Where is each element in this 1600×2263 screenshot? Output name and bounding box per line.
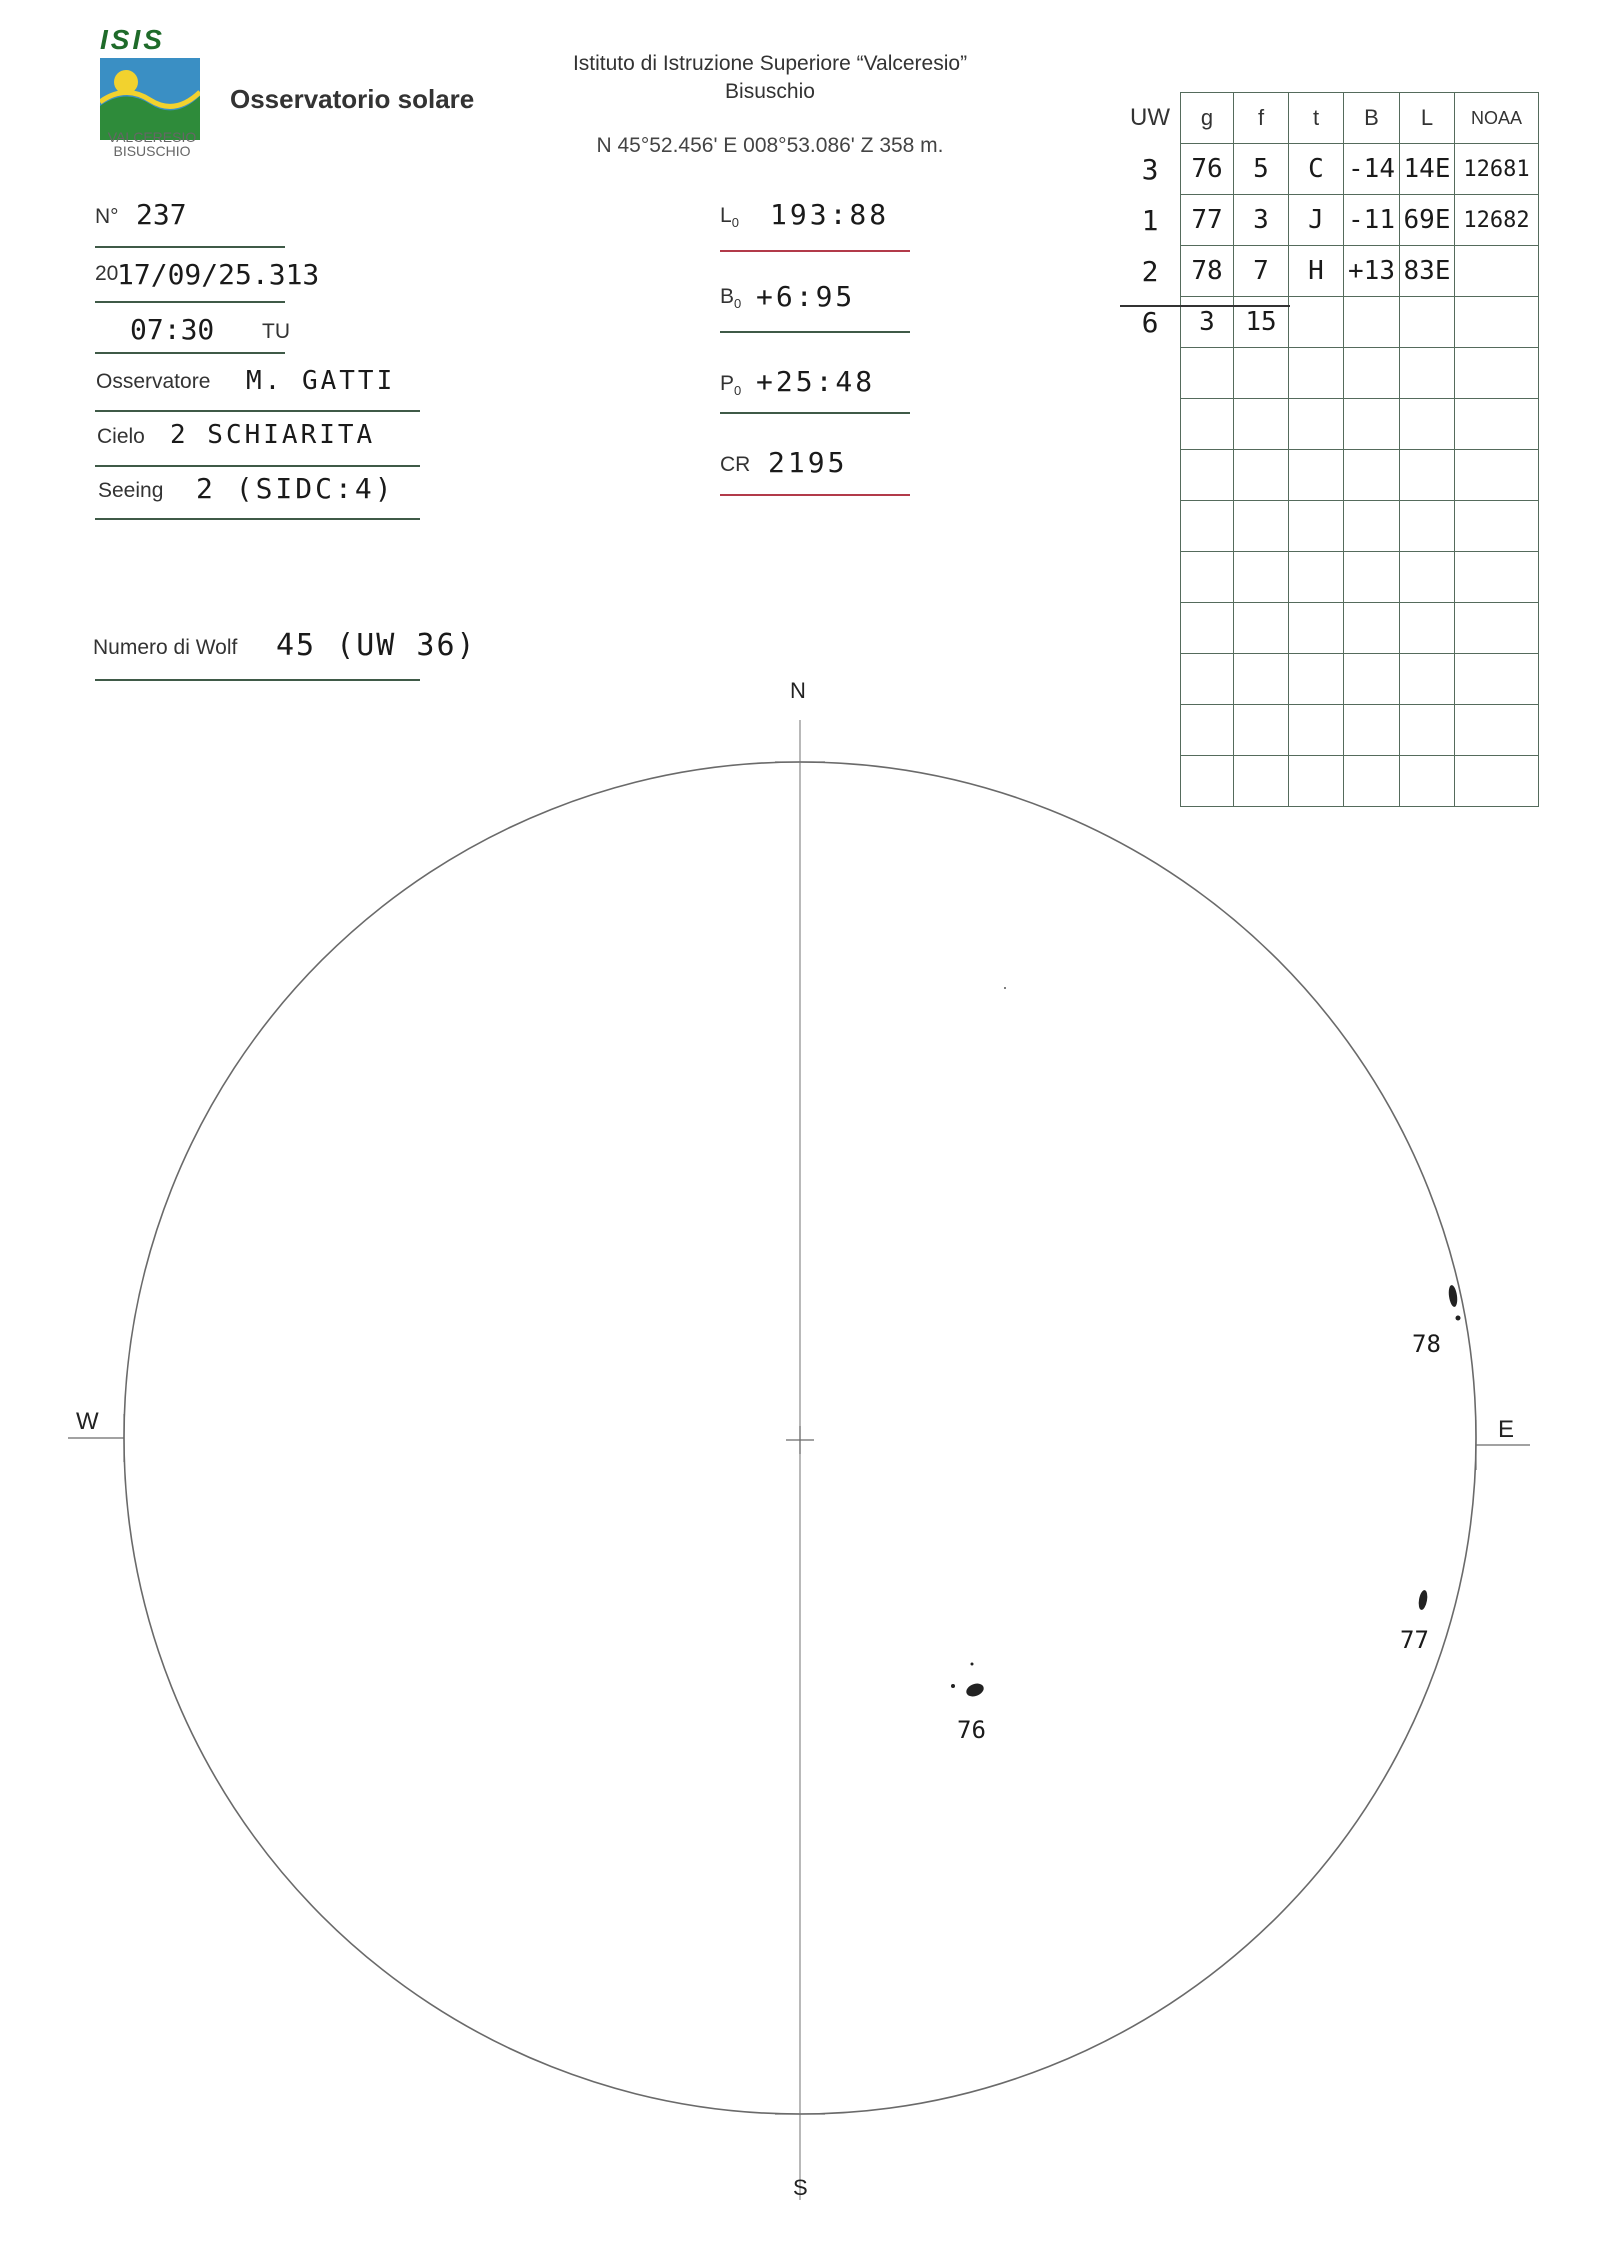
table-cell: 83E xyxy=(1400,246,1455,297)
sunspot-78-main xyxy=(1448,1285,1459,1308)
L0-value: 193:88 xyxy=(770,198,890,231)
table-cell xyxy=(1455,654,1539,705)
P0-label xyxy=(720,372,741,398)
B0-value: +6:95 xyxy=(756,280,856,313)
table-cell xyxy=(1181,348,1234,399)
table-empty-row xyxy=(1120,603,1539,654)
B0-letter: B xyxy=(720,285,735,308)
table-cell xyxy=(1344,705,1400,756)
table-cell xyxy=(1289,705,1344,756)
table-cell xyxy=(1400,399,1455,450)
seeing-label: Seeing xyxy=(98,479,164,502)
table-cell xyxy=(1289,603,1344,654)
table-cell xyxy=(1234,756,1289,807)
time-underline xyxy=(95,352,285,354)
L0-letter: L xyxy=(720,204,732,227)
institute-town: Bisuschio xyxy=(725,80,815,103)
table-cell xyxy=(1455,552,1539,603)
P0-sub: 0 xyxy=(734,383,742,399)
B0-sub: 0 xyxy=(734,296,742,312)
table-cell xyxy=(1400,654,1455,705)
table-cell xyxy=(1400,552,1455,603)
table-empty-row xyxy=(1120,399,1539,450)
table-empty-row xyxy=(1120,450,1539,501)
sunspot-77 xyxy=(1417,1589,1428,1610)
table-cell xyxy=(1234,348,1289,399)
west-label: W xyxy=(76,1408,99,1435)
seeing-underline xyxy=(95,518,420,520)
institute-name: Istituto di Istruzione Superiore “Valceresio” xyxy=(572,52,968,75)
table-cell xyxy=(1234,552,1289,603)
groups-table xyxy=(1120,92,1539,807)
observer-value: M. GATTI xyxy=(246,366,396,396)
table-cell xyxy=(1455,756,1539,807)
table-header-row xyxy=(1120,93,1539,144)
CR-value: 2195 xyxy=(768,446,848,479)
totals-separator xyxy=(1120,305,1290,307)
table-cell: 5 xyxy=(1234,144,1289,195)
table-cell xyxy=(1234,654,1289,705)
sunspot-76-small-2 xyxy=(971,1663,974,1666)
number-label: N° xyxy=(95,205,119,228)
table-empty-row xyxy=(1120,756,1539,807)
time-unit: TU xyxy=(262,320,290,343)
date-underline xyxy=(95,301,285,303)
table-empty-row xyxy=(1120,501,1539,552)
table-cell xyxy=(1234,450,1289,501)
table-cell xyxy=(1400,348,1455,399)
table-cell xyxy=(1455,501,1539,552)
table-cell xyxy=(1289,297,1344,348)
observer-underline xyxy=(95,410,420,412)
L0-label xyxy=(720,204,739,230)
table-cell xyxy=(1344,756,1400,807)
table-empty-row xyxy=(1120,348,1539,399)
table-cell xyxy=(1344,450,1400,501)
table-cell: 69E xyxy=(1400,195,1455,246)
table-cell xyxy=(1120,552,1181,603)
table-cell xyxy=(1400,756,1455,807)
table-cell xyxy=(1344,552,1400,603)
speck xyxy=(1004,987,1006,989)
col-noaa: NOAA xyxy=(1455,93,1539,144)
table-cell xyxy=(1344,501,1400,552)
table-cell xyxy=(1234,399,1289,450)
table-cell xyxy=(1234,705,1289,756)
sun-limb xyxy=(124,762,1476,2114)
table-cell: C xyxy=(1289,144,1344,195)
logo-word: ISIS xyxy=(100,24,165,55)
table-cell xyxy=(1120,450,1181,501)
table-cell xyxy=(1400,450,1455,501)
table-cell xyxy=(1234,603,1289,654)
table-cell: 7 xyxy=(1234,246,1289,297)
table-cell xyxy=(1455,603,1539,654)
table-row xyxy=(1120,144,1539,195)
table-cell xyxy=(1120,501,1181,552)
table-empty-row xyxy=(1120,552,1539,603)
table-cell: 77 xyxy=(1181,195,1234,246)
table-cell: 15 xyxy=(1234,297,1289,348)
seeing-value: 2 (SIDC:4) xyxy=(196,472,395,505)
table-cell xyxy=(1344,348,1400,399)
table-cell xyxy=(1120,756,1181,807)
date-value: 17/09/25.313 xyxy=(117,258,320,291)
sunspot-76-main xyxy=(964,1681,985,1698)
col-g: g xyxy=(1181,93,1234,144)
table-cell xyxy=(1400,705,1455,756)
col-uw: UW xyxy=(1130,104,1170,131)
table-cell xyxy=(1181,603,1234,654)
sunspot-78-small xyxy=(1456,1316,1461,1321)
time-value: 07:30 xyxy=(130,313,215,346)
table-cell xyxy=(1289,399,1344,450)
table-row xyxy=(1120,246,1539,297)
logo-sub-line1: VALCERESIO xyxy=(107,129,197,145)
group-78-label: 78 xyxy=(1412,1330,1441,1358)
group-77-label: 77 xyxy=(1400,1626,1429,1654)
table-cell xyxy=(1455,348,1539,399)
table-cell xyxy=(1181,705,1234,756)
wolf-underline xyxy=(95,679,420,681)
table-cell: 3 xyxy=(1181,297,1234,348)
table-cell: 3 xyxy=(1141,152,1159,186)
col-t: t xyxy=(1289,93,1344,144)
table-cell xyxy=(1181,501,1234,552)
table-cell: J xyxy=(1289,195,1344,246)
table-cell: -14 xyxy=(1344,144,1400,195)
number-value: 237 xyxy=(136,198,187,231)
table-cell xyxy=(1400,603,1455,654)
table-cell xyxy=(1120,348,1181,399)
observer-label: Osservatore xyxy=(96,370,211,393)
wolf-label: Numero di Wolf xyxy=(93,636,238,659)
table-cell xyxy=(1344,603,1400,654)
table-cell: 1 xyxy=(1141,203,1159,237)
B0-label xyxy=(720,285,741,311)
east-label: E xyxy=(1498,1416,1515,1443)
col-f: f xyxy=(1234,93,1289,144)
number-underline xyxy=(95,246,285,248)
col-B: B xyxy=(1344,93,1400,144)
table-cell: 3 xyxy=(1234,195,1289,246)
site-coordinates: N 45°52.456' E 008°53.086' Z 358 m. xyxy=(596,134,944,157)
table-cell xyxy=(1289,450,1344,501)
page-title: Osservatorio solare xyxy=(230,84,475,114)
table-cell: 6 xyxy=(1141,305,1159,339)
table-cell: -11 xyxy=(1344,195,1400,246)
table-cell xyxy=(1455,705,1539,756)
table-cell xyxy=(1344,399,1400,450)
date-prefix: 20 xyxy=(95,262,119,285)
table-cell xyxy=(1181,654,1234,705)
table-cell xyxy=(1120,603,1181,654)
sky-label: Cielo xyxy=(97,425,145,448)
table-cell xyxy=(1181,399,1234,450)
P0-underline xyxy=(720,412,910,414)
table-cell xyxy=(1120,705,1181,756)
table-row xyxy=(1120,195,1539,246)
table-cell: 12681 xyxy=(1455,144,1539,195)
logo-subtitle xyxy=(96,130,208,158)
logo-sub-line2: BISUSCHIO xyxy=(113,143,191,159)
col-L: L xyxy=(1400,93,1455,144)
table-cell xyxy=(1181,756,1234,807)
table-cell: +13 xyxy=(1344,246,1400,297)
school-logo xyxy=(100,58,200,140)
table-cell xyxy=(1400,297,1455,348)
south-label: S xyxy=(793,2175,808,2200)
north-label: N xyxy=(790,678,806,703)
sky-value: 2 SCHIARITA xyxy=(170,420,376,450)
table-cell: 2 xyxy=(1141,254,1159,288)
table-cell xyxy=(1455,297,1539,348)
table-cell xyxy=(1289,348,1344,399)
table-cell xyxy=(1181,450,1234,501)
table-empty-row xyxy=(1120,654,1539,705)
institute-block xyxy=(520,50,1020,106)
L0-sub: 0 xyxy=(731,215,739,231)
table-cell xyxy=(1344,654,1400,705)
P0-letter: P xyxy=(720,372,735,395)
table-cell xyxy=(1455,246,1539,297)
table-cell: 78 xyxy=(1181,246,1234,297)
table-cell xyxy=(1344,297,1400,348)
table-cell xyxy=(1455,450,1539,501)
group-76-label: 76 xyxy=(957,1716,986,1744)
CR-underline xyxy=(720,494,910,496)
P0-value: +25:48 xyxy=(756,365,876,398)
table-cell xyxy=(1289,552,1344,603)
table-cell: 14E xyxy=(1400,144,1455,195)
sunspot-76-small-1 xyxy=(951,1684,955,1688)
table-cell: 12682 xyxy=(1455,195,1539,246)
L0-underline xyxy=(720,250,910,252)
table-cell: 76 xyxy=(1181,144,1234,195)
table-cell xyxy=(1120,654,1181,705)
CR-label: CR xyxy=(720,453,751,476)
table-cell xyxy=(1120,399,1181,450)
sky-underline xyxy=(95,465,420,467)
table-cell xyxy=(1234,501,1289,552)
B0-underline xyxy=(720,331,910,333)
table-cell xyxy=(1289,501,1344,552)
table-cell xyxy=(1181,552,1234,603)
table-cell xyxy=(1289,756,1344,807)
table-empty-row xyxy=(1120,705,1539,756)
table-cell xyxy=(1455,399,1539,450)
table-cell xyxy=(1289,654,1344,705)
table-cell: H xyxy=(1289,246,1344,297)
wolf-value: 45 (UW 36) xyxy=(276,628,477,663)
table-cell xyxy=(1400,501,1455,552)
